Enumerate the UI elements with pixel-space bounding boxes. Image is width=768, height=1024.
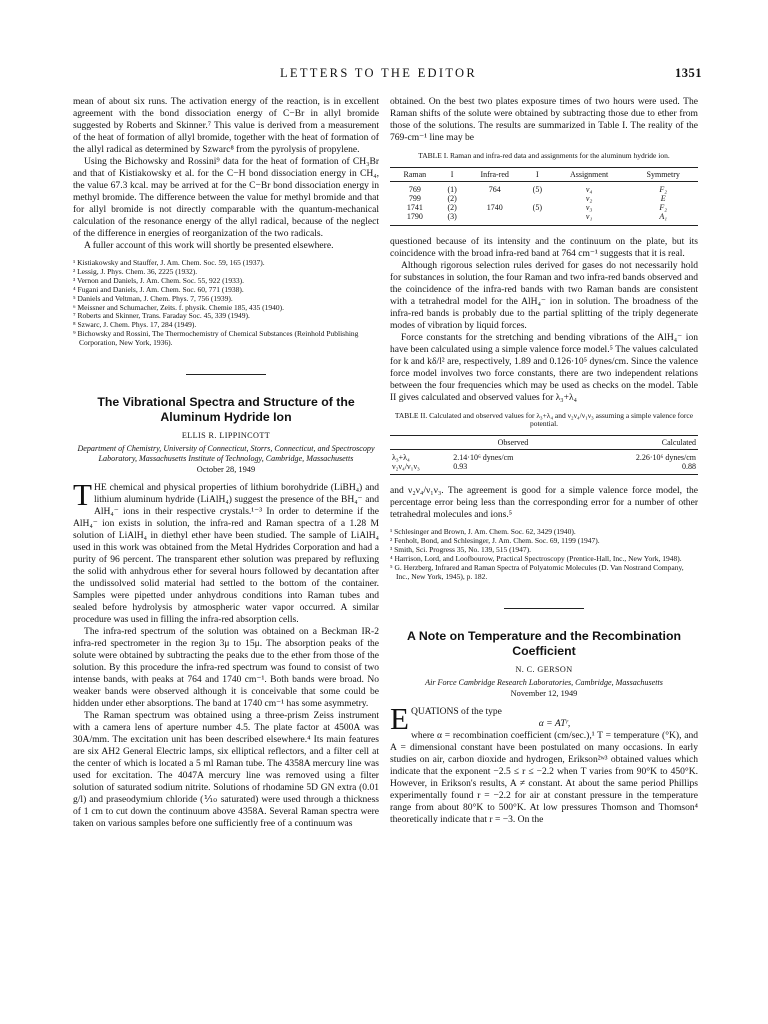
reference-item: ⁴ Fugani and Daniels, J. Am. Chem. Soc. 60, 771 (1938). xyxy=(73,284,244,294)
reference-item: ⁵ Daniels and Veltman, J. Chem. Phys. 7, 756 (1939). xyxy=(73,293,233,303)
table-cell: ν₂ν₄/ν₁ν₃ xyxy=(390,462,451,475)
table-header-cell: Infra-red xyxy=(465,167,525,181)
section-divider xyxy=(186,374,266,375)
table-header-cell: I xyxy=(525,167,550,181)
table-cell xyxy=(465,212,525,225)
paragraph-text: QUATIONS of the type xyxy=(410,706,502,718)
reference-item: ⁸ Szwarc, J. Chem. Phys. 17, 284 (1949). xyxy=(73,320,197,330)
article-author: N. C. GERSON xyxy=(515,664,573,674)
table-cell: 764 xyxy=(488,184,501,194)
table-cell xyxy=(465,194,525,203)
reference-item: ⁵ G. Herzberg, Infrared and Raman Spectra of Polyatomic Molecules (D. Van Nostrand Company, Inc., New York, 1945), p. 182. xyxy=(390,563,684,581)
page-number: 1351 xyxy=(675,66,702,80)
paragraph: and ν₂ν₄/ν₁ν₃. The agreement is good for a simple valence force model, the percentage error being less than the corresponding error for a number of other tetrahedral molecules and ions.⁵ xyxy=(390,485,698,521)
table-cell: 2.26·10⁶ dynes/cm xyxy=(635,453,696,462)
table-row xyxy=(390,203,698,212)
paragraph: The infra-red spectrum of the solution was obtained on a Beckman IR-2 infra-red spectrometer in the region 3μ to 15μ. The absorption peaks of the solute were obtained by subtracting the peaks due to the ether from those of the solution. By this procedure the infra-red spectrum was found to consist of two intense bands, with peaks at 764 and 1740 cm⁻¹. Both bands were broad. No weaker bands were observed although it is conceivable that some could be hidden under ether absorptions. The band at 1740 cm⁻¹ has some asymmetry. xyxy=(73,626,379,710)
paragraph xyxy=(73,477,379,626)
table-caption: TABLE I. Raman and infra-red data and assignments for the aluminum hydride ion. xyxy=(418,151,670,160)
left-column xyxy=(73,96,379,830)
section-divider xyxy=(504,608,584,609)
table-header-cell: Assignment xyxy=(550,167,629,181)
table-cell: (3) xyxy=(440,212,465,225)
paragraph: Using the Bichowsky and Rossini⁹ data for the heat of formation of CH₃Br and that of Kistiakowsky et al. for the C−H bond dissociation energy in CH₄, the value 67.3 kcal. may be arrived at for the C−Br bond dissociation energy in methyl bromide. The difference between the value for methyl bromide and that for allyl bromide is not directly comparable with the quantum-mechanical calculation of the resonance energy of the allyl radical, because of the neglect of the difference in energies of reorganization of the two radicals. xyxy=(73,156,379,239)
table-cell: (5) xyxy=(532,203,542,213)
table-cell: 1790 xyxy=(390,212,440,225)
paragraph: The Raman spectrum was obtained using a three-prism Zeiss instrument with a camera lens of aperture number 4.5. The plate factor at 4500A was 30A/mm. The excitation unit has been described elsewhere.⁴ Its main features are six AH2 General Electric lamps, six elliptical reflectors, and a filter cell at the center of which is located a 5 ml Raman tube. The 4358A mercury line was used for excitation. The 4047A mercury line was removed using a filter solution of saturated sodium nitrite. Solutions of rhodamine 5D GN extra (0.01 g/l) and praseodymium chloride (⅒ saturated) were used through a thickness of 1 cm to cut down the continuum above 4358A. Several Raman spectra were taken on various samples before one sufficiently free of a continuum was xyxy=(73,710,379,830)
paragraph: questioned because of its intensity and the continuum on the plate, but its coincidence with the broad infra-red band at 764 cm⁻¹ suggests that it is real. xyxy=(390,235,698,259)
paragraph-text: HE chemical and physical properties of lithium borohydride (LiBH₄) and lithium aluminum hydride (LiAlH₄) suggest the presence of the BH₄⁻ and AlH₄⁻ ions in their respective crystals.¹⁻³ In order to determine if the AlH₄⁻ ion exists in solution, the infra-red and Raman spectra of a 1.28 M solution of LiAlH₄ in diethyl ether have been studied. The sample of LiAlH₄ used in this work was obtained from the Metal Hydrides Corporation and had a purity of 96 percent. The transparent ether solution was prepared by refluxing the solid with anhydrous ether for several hours followed by decantation after the undissolved solid material had settled to the bottom of the container. Samples were pipetted under anhydrous conditions into Raman tubes and sealed before hydrolysis by atmospheric water vapor occurred. A similar procedure was used in filling the infra-red absorption cells. xyxy=(73,482,379,626)
table-cell: ν₄ xyxy=(585,184,593,194)
table-row xyxy=(390,462,698,475)
table-cell: (1) xyxy=(447,184,457,194)
table-cell: A₁ xyxy=(628,212,698,225)
table-row xyxy=(390,450,698,463)
table-cell: 0.93 xyxy=(451,462,574,475)
reference-item: ⁷ Roberts and Skinner, Trans. Faraday Soc. 45, 339 (1949). xyxy=(73,311,250,321)
reference-list xyxy=(390,528,698,581)
table-cell: 1741 xyxy=(406,203,423,213)
table-row xyxy=(390,212,698,225)
paragraph: A fuller account of this work will shortly be presented elsewhere. xyxy=(84,240,334,251)
table-row xyxy=(390,181,698,194)
table-row xyxy=(390,194,698,203)
table-cell: (2) xyxy=(447,194,457,203)
article-date: November 12, 1949 xyxy=(510,689,578,699)
article-date: October 28, 1949 xyxy=(196,465,256,475)
drop-cap: T xyxy=(73,477,92,513)
formula: α = ATʳ, xyxy=(538,718,571,730)
table-header-cell: I xyxy=(440,167,465,181)
reference-item: ⁶ Meissner and Schumacher, Zeits. f. physik. Chemie 185, 435 (1940). xyxy=(73,302,285,312)
table-cell xyxy=(525,212,550,225)
reference-item: ² Lessig, J. Phys. Chem. 36, 2225 (1932). xyxy=(73,266,198,276)
table-header-cell: Raman xyxy=(390,167,440,181)
reference-item: ¹ Kistiakowsky and Stauffer, J. Am. Chem. Soc. 59, 165 (1937). xyxy=(73,258,265,267)
spacer xyxy=(390,475,698,485)
paragraph: obtained. On the best two plates exposure times of two hours were used. The Raman shifts of the solute were obtained by subtracting those due to ether from those of the solutions. The results are summarized in Table I. The reality of the 769-cm⁻¹ line may be xyxy=(390,96,698,143)
author-affiliation: Department of Chemistry, University of Connecticut, Storrs, Connecticut, and Spectroscopy Laboratory, Massachusetts Institute of Technology, Cambridge, Massachusetts xyxy=(77,444,375,463)
reference-item: ² Fenholt, Bond, and Schlesinger, J. Am. Chem. Soc. 69, 1199 (1947). xyxy=(390,536,600,546)
data-table xyxy=(390,435,698,476)
article-title: A Note on Temperature and the Recombination Coefficient xyxy=(407,628,681,658)
article-title: The Vibrational Spectra and Structure of the Aluminum Hydride Ion xyxy=(97,395,355,425)
paragraph: Force constants for the stretching and bending vibrations of the AlH₄⁻ ion have been calculated using a simple valence force model.⁵ The values calculated for k and kδ/l² are, respectively, 1.89 and 0.126·10⁵ dynes/cm. Since the valence force model involves two force constants, there are two independent relations between the four frequencies which may be used as checks on the model. Table II gives calculated and observed values for λ₃+λ₄ xyxy=(390,331,698,403)
table-header-row xyxy=(390,435,698,449)
table-cell: F₂ xyxy=(659,184,668,194)
table-cell: 0.88 xyxy=(575,462,698,475)
table-cell: 1740 xyxy=(486,203,503,213)
table-cell xyxy=(525,194,550,203)
paragraph: mean of about six runs. The activation energy of the reaction, is in excellent agreement with the bond dissociation energy of C−Br in allyl bromide suggested by Roberts and Skinner.⁷ This value is derived from a measurement of the heat of formation of allyl bromide, together with the heat of formation of the allyl radical as determined by Szwarc⁸ from the pyrolysis of propylene. xyxy=(73,96,379,155)
drop-cap: E xyxy=(390,701,409,737)
reference-item: ¹ Schlesinger and Brown, J. Am. Chem. Soc. 62, 3429 (1940). xyxy=(390,527,576,537)
journal-section-title: LETTERS TO THE EDITOR xyxy=(280,66,478,80)
reference-list xyxy=(73,259,379,348)
table-cell: 769 xyxy=(408,184,421,194)
table-header-cell: Calculated xyxy=(575,435,698,449)
table-cell: (2) xyxy=(447,203,457,213)
table-cell: ν₁ xyxy=(550,212,629,225)
table-cell: E xyxy=(660,194,666,203)
table-cell: (5) xyxy=(532,184,542,194)
reference-item: ³ Vernon and Daniels, J. Am. Chem. Soc. 55, 922 (1933). xyxy=(73,275,245,285)
paragraph: where α = recombination coefficient (cm/sec.),¹ T = temperature (°K), and A = dimensional constant have been postulated on many occasions. In early studies on air, carbon dioxide and hydrogen, Erikson²ʷ³ obtained values which indicate that the exponent −2.5 ≤ r ≤ −2.2 when T varies from 90°K to 450°K. However, in Erikson's results, A ≠ constant. At about the same period Phillips experimentally found r = −2.2 for air at constant pressure in the temperature range from about 80°K to 500°K. At low pressures Thomson and Thomson⁴ theoretically indicate that r = −3. On the xyxy=(390,730,698,826)
table-header-cell xyxy=(390,435,451,449)
table-cell: 799 xyxy=(408,194,421,203)
reference-item: ⁹ Bichowsky and Rossini, The Thermochemistry of Chemical Substances (Reinhold Publishing Corporation, New York, 1936). xyxy=(73,329,359,348)
paragraph: Although rigorous selection rules derived for gases do not necessarily hold for substances in solution, the four Raman and two infra-red bands observed and the coincidence of the infra-red bands with two Raman bands are consistent with a tetrahedral model for the AlH₄⁻ ion in solution. The broadness of the infra-red bands is probably due to the partial splitting of the triply degenerate modes of vibration by liquid forces. xyxy=(390,259,698,331)
reference-item: ⁴ Harrison, Lord, and Loofbourow, Practical Spectroscopy (Prentice-Hall, Inc., New York, 1948). xyxy=(390,554,682,564)
author-affiliation: Air Force Cambridge Research Laboratories, Cambridge, Massachusetts xyxy=(425,677,663,687)
reference-item: ³ Smith, Sci. Progress 35, No. 139, 515 (1947). xyxy=(390,545,531,555)
table-header-cell: Observed xyxy=(451,435,574,449)
table-cell: ν₃ xyxy=(585,203,593,213)
table-header-cell: Symmetry xyxy=(628,167,698,181)
data-table xyxy=(390,167,698,226)
right-column xyxy=(390,96,698,826)
spacer xyxy=(390,226,698,236)
table-caption: TABLE II. Calculated and observed values for λ₃+λ₄ and ν₂ν₄/ν₁ν₃ assuming a simple valence force potential. xyxy=(394,410,694,429)
table-cell: F₂ xyxy=(659,203,668,213)
running-head xyxy=(0,66,768,84)
table-header-row xyxy=(390,167,698,181)
table-cell: 2.14·10⁶ dynes/cm xyxy=(453,453,514,462)
table-cell: ν₂ xyxy=(585,194,593,203)
table-cell: λ₃+λ₄ xyxy=(392,453,410,462)
article-author: ELLIS R. LIPPINCOTT xyxy=(181,431,271,441)
